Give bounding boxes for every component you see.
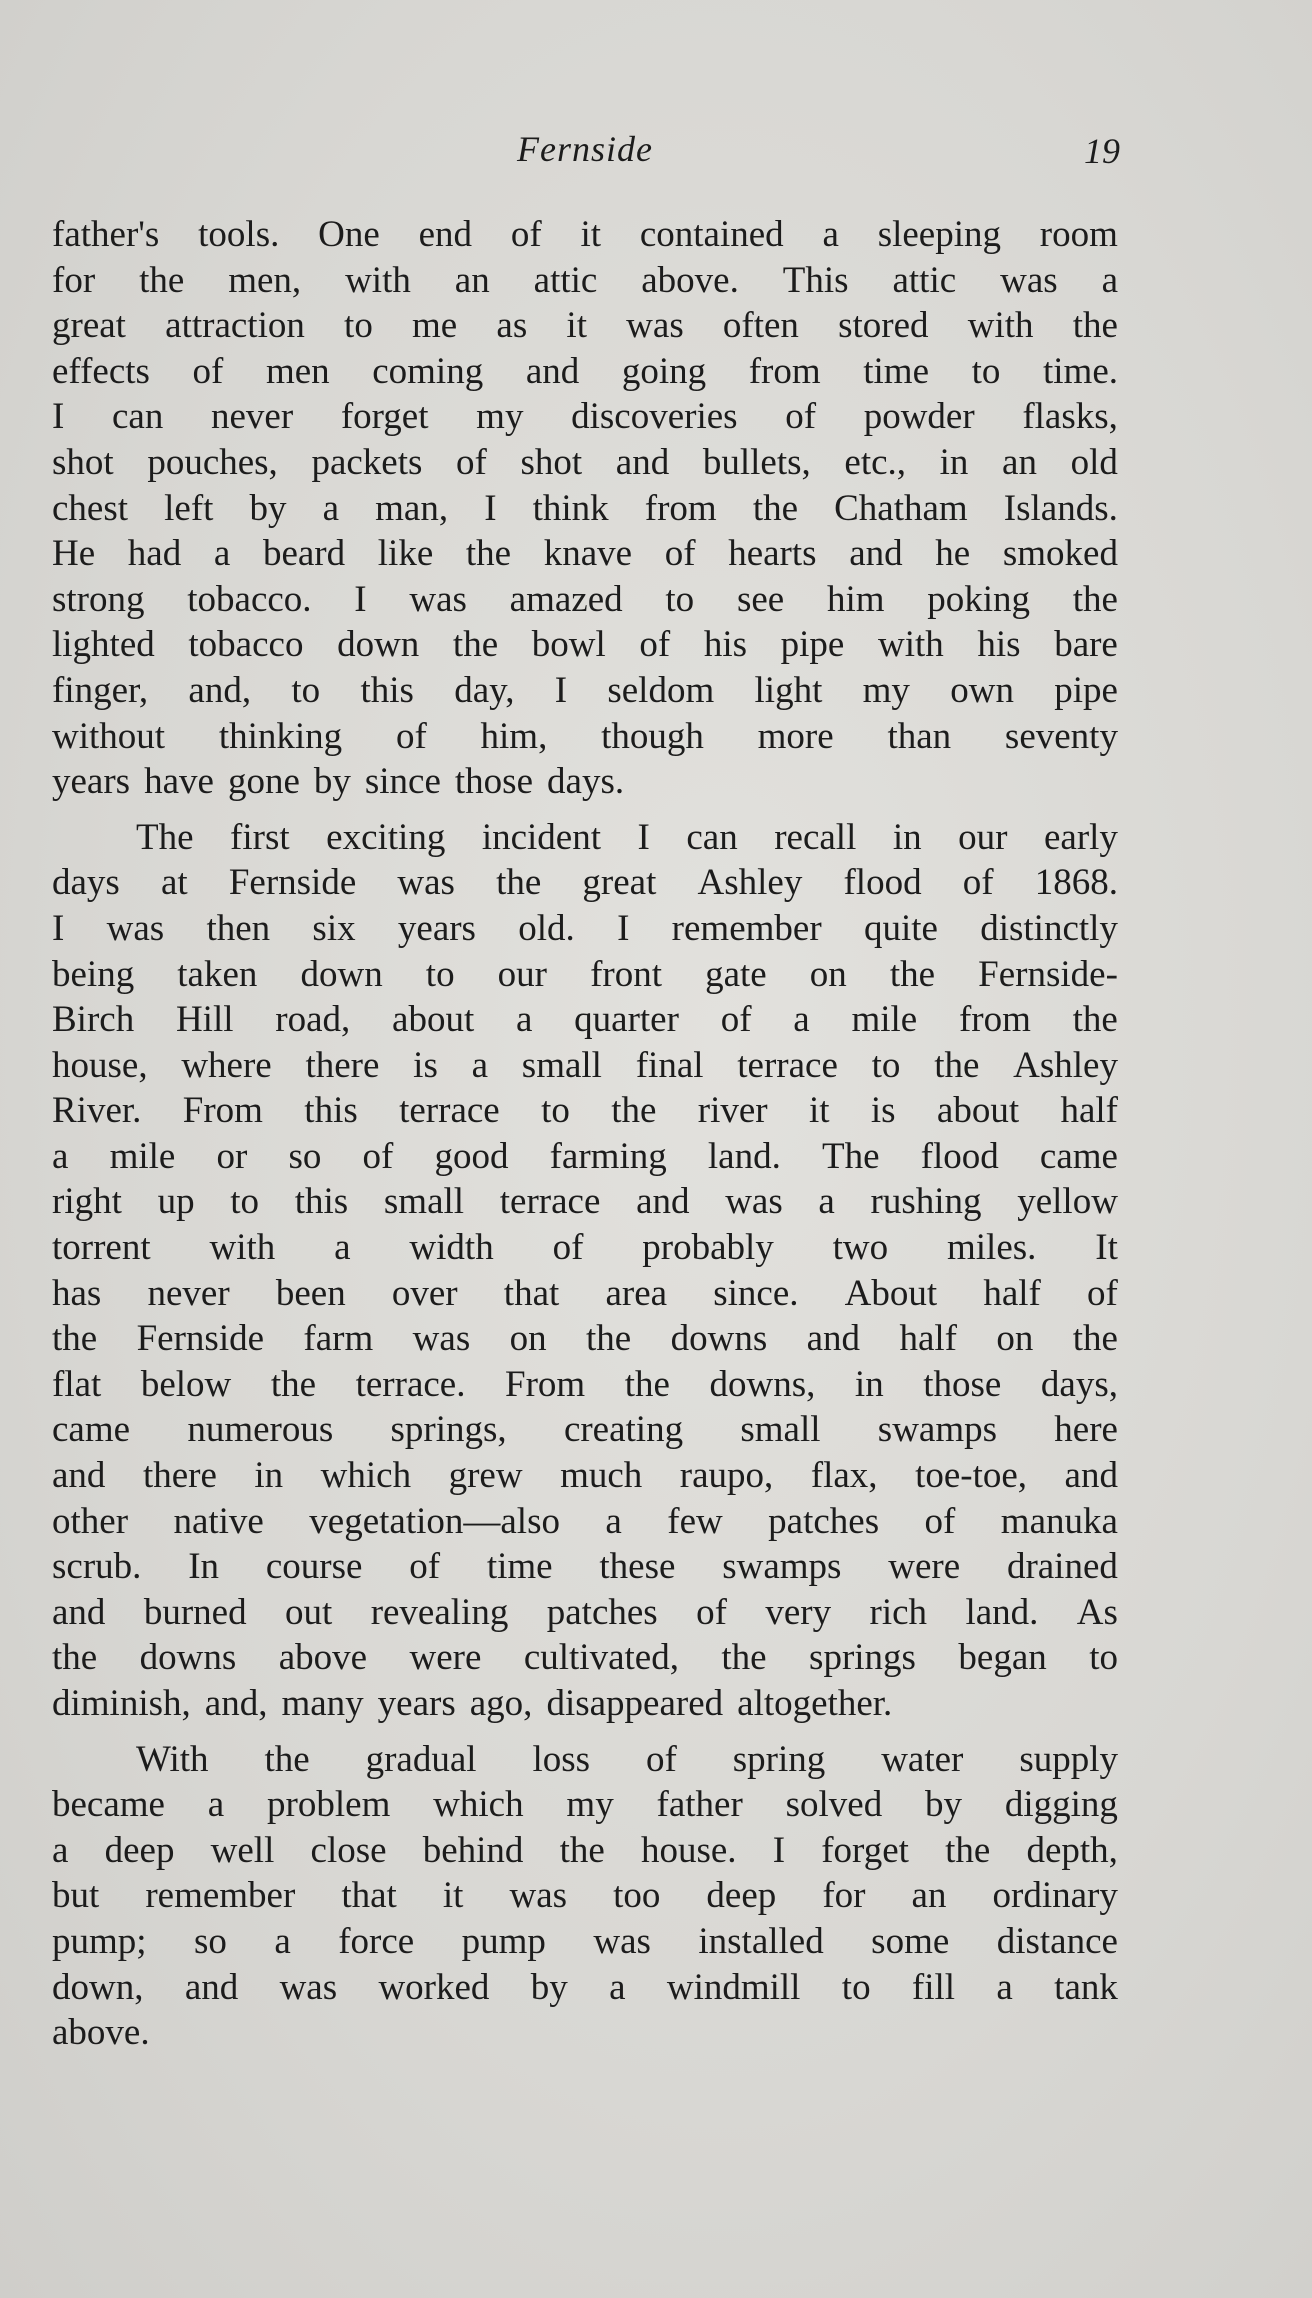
text-line: With the gradual loss of spring water supply <box>136 1738 1118 1780</box>
text-line: torrent with a width of probably two miles. It <box>52 1227 1118 1269</box>
text-line: other native vegetation—also a few patches of manuka <box>52 1500 1118 1542</box>
text-line: The first exciting incident I can recall in our early <box>136 816 1118 858</box>
text-line: father's tools. One end of it contained a sleeping room <box>52 214 1118 255</box>
text-line: the Fernside farm was on the downs and half on the <box>52 1318 1118 1360</box>
body-text <box>52 212 1118 2056</box>
text-line: days at Fernside was the great Ashley flood of 1868. <box>52 862 1118 904</box>
text-line: years have gone by since those days. <box>52 761 625 803</box>
text-line: finger, and, to this day, I seldom light my own pipe <box>52 669 1118 711</box>
text-line: and there in which grew much raupo, flax, toe-toe, and <box>52 1455 1118 1497</box>
running-title: Fernside <box>517 129 653 169</box>
text-line: He had a beard like the knave of hearts and he smoked <box>52 533 1118 575</box>
text-line: a deep well close behind the house. I forget the depth, <box>52 1829 1118 1871</box>
text-line: has never been over that area since. About half of <box>52 1272 1118 1314</box>
text-line: and burned out revealing patches of very rich land. As <box>52 1591 1118 1633</box>
text-line: but remember that it was too deep for an ordinary <box>52 1875 1118 1917</box>
text-line: came numerous springs, creating small swamps here <box>52 1409 1118 1451</box>
text-line: lighted tobacco down the bowl of his pipe with his bare <box>52 624 1118 666</box>
text-line: I can never forget my discoveries of powder flasks, <box>52 396 1118 438</box>
paragraph <box>52 1737 1118 2056</box>
text-line: chest left by a man, I think from the Chatham Islands. <box>52 487 1118 529</box>
text-line: above. <box>52 2012 150 2054</box>
text-line: scrub. In course of time these swamps were drained <box>52 1546 1118 1588</box>
text-line: flat below the terrace. From the downs, in those days, <box>52 1363 1118 1405</box>
running-head <box>50 122 1120 182</box>
text-line: shot pouches, packets of shot and bullets, etc., in an old <box>52 441 1118 483</box>
text-line: down, and was worked by a windmill to fill a tank <box>52 1966 1118 2008</box>
text-line: effects of men coming and going from time to time. <box>52 350 1118 392</box>
paragraph <box>52 815 1118 1727</box>
text-line: Birch Hill road, about a quarter of a mile from the <box>52 999 1118 1041</box>
text-line: became a problem which my father solved by digging <box>52 1784 1118 1826</box>
text-line: for the men, with an attic above. This attic was a <box>52 259 1118 301</box>
page-number: 19 <box>1084 131 1120 171</box>
text-line: without thinking of him, though more than seventy <box>52 715 1118 757</box>
text-line: house, where there is a small final terrace to the Ashley <box>52 1044 1118 1086</box>
text-line: strong tobacco. I was amazed to see him poking the <box>52 578 1118 620</box>
text-line: the downs above were cultivated, the springs began to <box>52 1637 1118 1679</box>
text-line: right up to this small terrace and was a rushing yellow <box>52 1181 1118 1223</box>
text-line: River. From this terrace to the river it is about half <box>52 1090 1118 1132</box>
text-line: being taken down to our front gate on the Fernside- <box>52 953 1118 995</box>
text-line: diminish, and, many years ago, disappeared altogether. <box>52 1683 893 1724</box>
text-line: I was then six years old. I remember quite distinctly <box>52 907 1118 949</box>
paragraph <box>52 212 1118 805</box>
text-line: a mile or so of good farming land. The flood came <box>52 1135 1118 1177</box>
text-line: great attraction to me as it was often stored with the <box>52 305 1118 347</box>
text-line: pump; so a force pump was installed some distance <box>52 1920 1118 1962</box>
